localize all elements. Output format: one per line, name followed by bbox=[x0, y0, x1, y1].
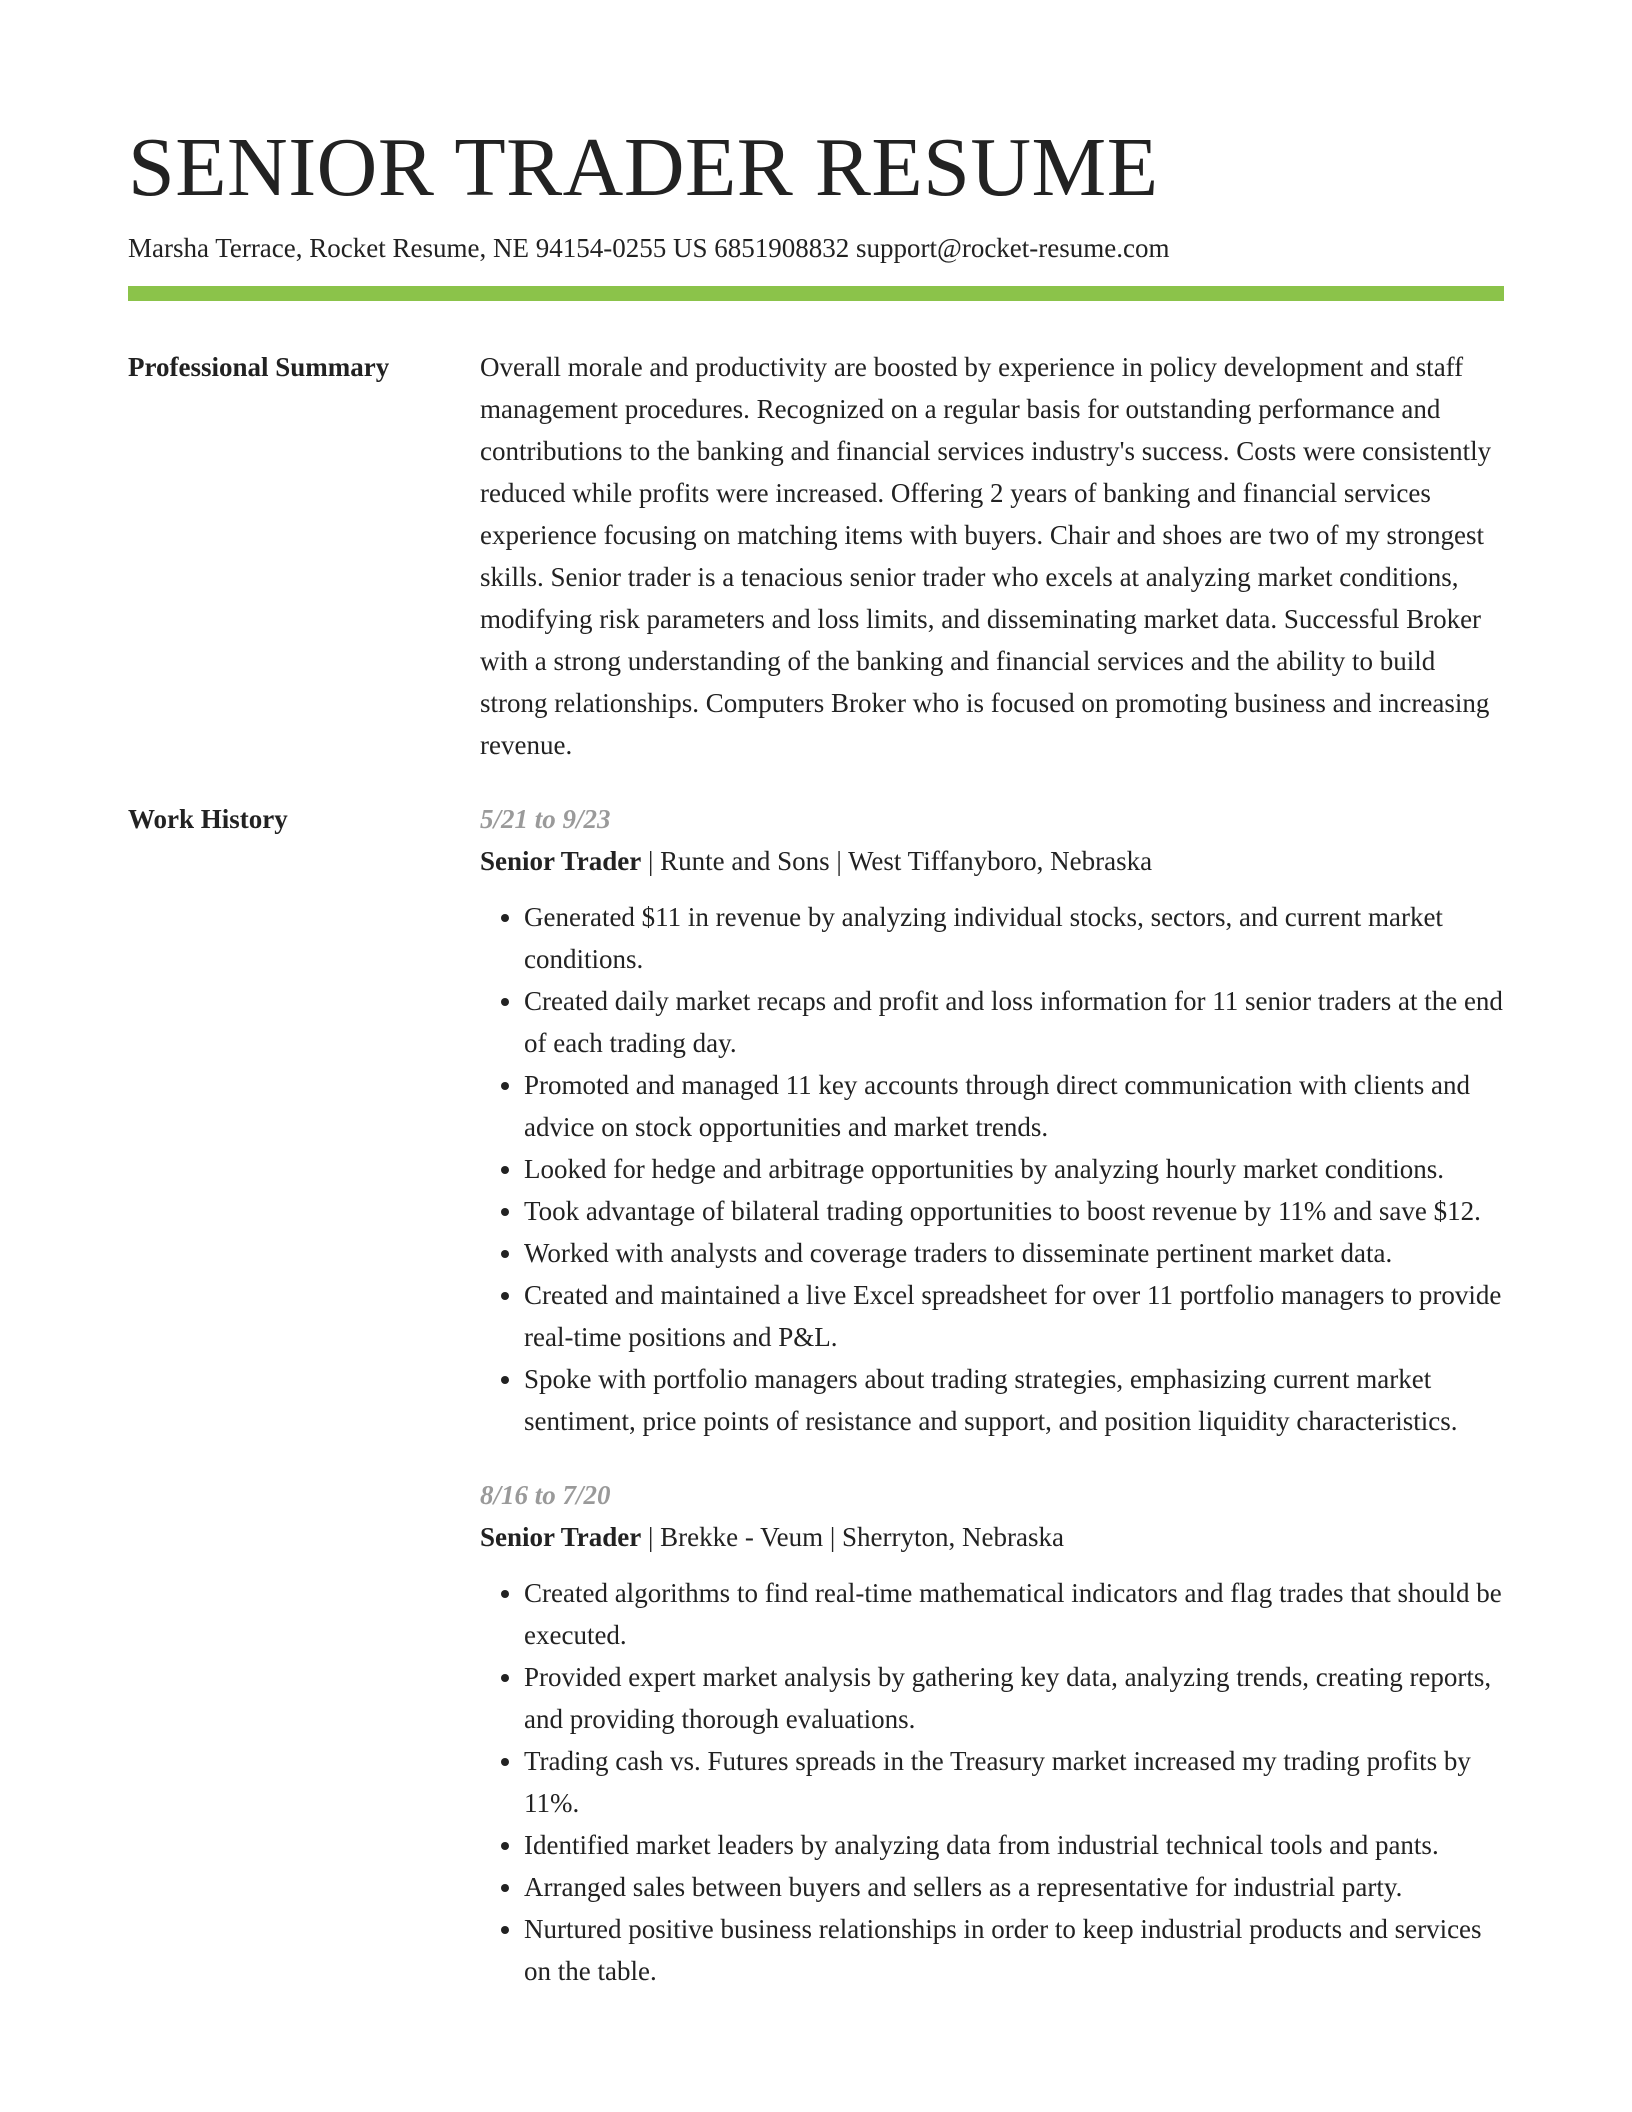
job-bullet: • Promoted and managed 11 key accounts through direct communication with clients and advice on stock opportunities and market trends. bbox=[524, 1064, 1504, 1148]
job-bullet: • Created daily market recaps and profit and loss information for 11 senior traders at the end of each trading day. bbox=[524, 980, 1504, 1064]
job-bullet: • Created algorithms to find real-time mathematical indicators and flag trades that should be executed. bbox=[524, 1572, 1504, 1656]
job-details: | Brekke - Veum | Sherryton, Nebraska bbox=[641, 1522, 1064, 1552]
summary-body bbox=[480, 346, 1504, 766]
job-bullet: • Created and maintained a live Excel spreadsheet for over 11 portfolio managers to provide real-time positions and P&L. bbox=[524, 1274, 1504, 1358]
summary-label: Professional Summary bbox=[128, 352, 390, 382]
job-bullet: • Looked for hedge and arbitrage opportunities by analyzing hourly market conditions. bbox=[524, 1148, 1504, 1190]
job-title: Senior Trader bbox=[480, 1522, 642, 1552]
job-entry bbox=[480, 1474, 1504, 1992]
work-history-body bbox=[480, 798, 1504, 2024]
job-bullet: • Arranged sales between buyers and sellers as a representative for industrial party. bbox=[524, 1866, 1504, 1908]
job-title: Senior Trader bbox=[480, 846, 642, 876]
job-title-line bbox=[480, 840, 1504, 882]
job-bullet: • Generated $11 in revenue by analyzing individual stocks, sectors, and current market conditions. bbox=[524, 896, 1504, 980]
job-bullet: • Spoke with portfolio managers about trading strategies, emphasizing current market sentiment, price points of resistance and support, and position liquidity characteristics. bbox=[524, 1358, 1504, 1442]
job-details: | Runte and Sons | West Tiffanyboro, Nebraska bbox=[641, 846, 1153, 876]
job-dates: 5/21 to 9/23 bbox=[480, 804, 611, 834]
job-bullets bbox=[480, 896, 1504, 1442]
resume-title: SENIOR TRADER RESUME bbox=[128, 121, 1159, 214]
job-entry bbox=[480, 798, 1504, 1442]
contact-line: Marsha Terrace, Rocket Resume, NE 94154-0255 US 6851908832 support@rocket-resume.com bbox=[128, 233, 1170, 263]
job-bullet: • Nurtured positive business relationships in order to keep industrial products and services on the table. bbox=[524, 1908, 1504, 1992]
job-bullet: • Provided expert market analysis by gathering key data, analyzing trends, creating reports, and providing thorough evaluations. bbox=[524, 1656, 1504, 1740]
job-bullet: • Identified market leaders by analyzing data from industrial technical tools and pants. bbox=[524, 1824, 1504, 1866]
job-bullets bbox=[480, 1572, 1504, 1992]
header-divider bbox=[128, 286, 1504, 301]
job-bullet: • Took advantage of bilateral trading opportunities to boost revenue by 11% and save $12. bbox=[524, 1190, 1504, 1232]
work-history-label: Work History bbox=[128, 804, 288, 834]
job-bullet: • Trading cash vs. Futures spreads in the Treasury market increased my trading profits by 11%. bbox=[524, 1740, 1504, 1824]
job-dates: 8/16 to 7/20 bbox=[480, 1480, 611, 1510]
summary-text: Overall morale and productivity are boosted by experience in policy development and staff management procedures. Recognized on a regular basis for outstanding performance and contributions to the banking and financial services industry's success. Costs were consistently reduced while profits were increased. Offering 2 years of banking and financial services experience focusing on matching items with buyers. Chair and shoes are two of my strongest skills. Senior trader is a tenacious senior trader who excels at analyzing market conditions, modifying risk parameters and loss limits, and disseminating market data. Successful Broker with a strong understanding of the banking and financial services and the ability to build strong relationships. Computers Broker who is focused on promoting business and increasing revenue. bbox=[480, 352, 1492, 760]
job-bullet: • Worked with analysts and coverage traders to disseminate pertinent market data. bbox=[524, 1232, 1504, 1274]
job-title-line bbox=[480, 1516, 1504, 1558]
